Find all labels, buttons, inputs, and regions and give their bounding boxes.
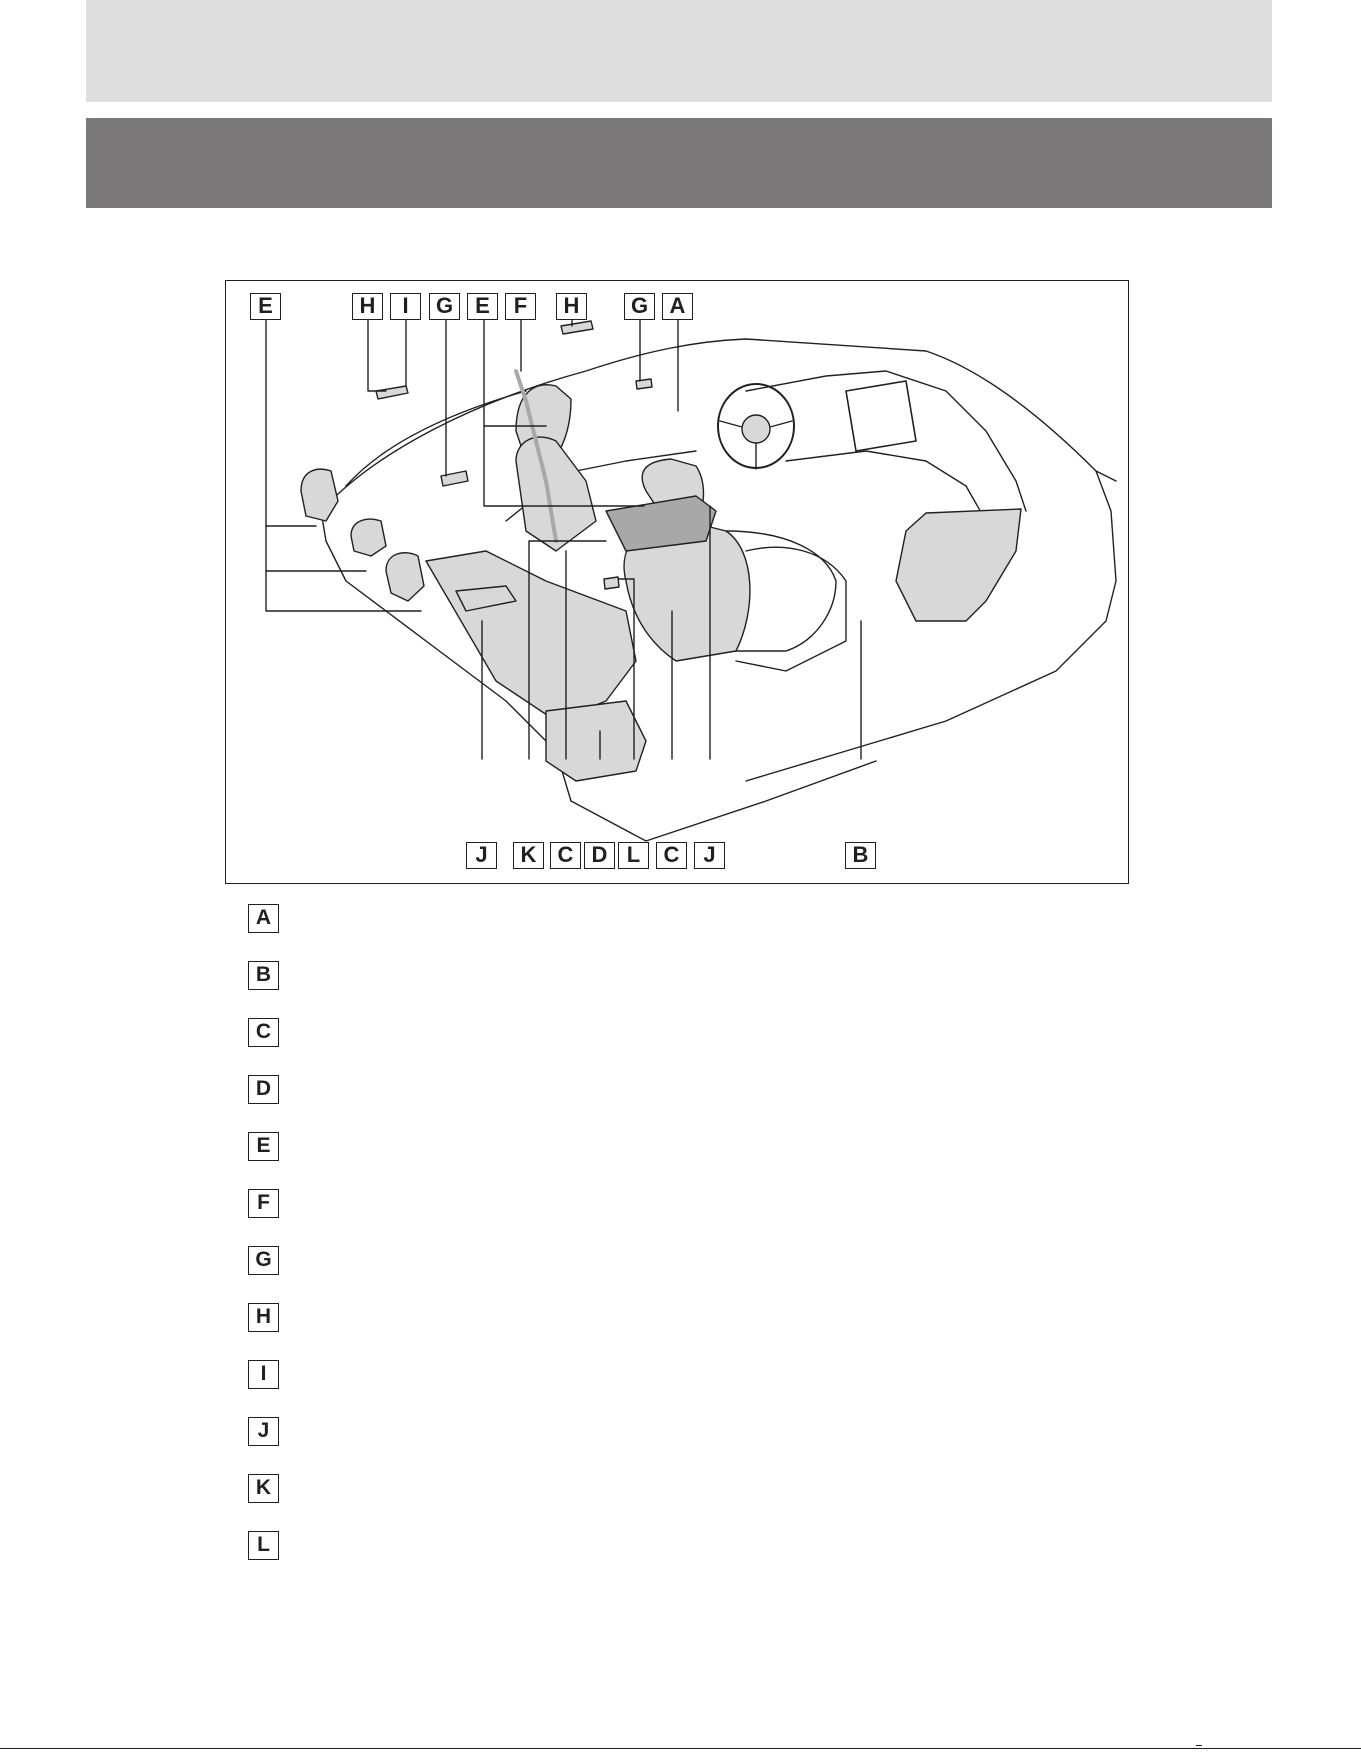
- leader-h1: [368, 309, 386, 391]
- legend-item-l: [248, 1531, 1108, 1588]
- front-floor-mat: [896, 509, 1021, 621]
- legend-letter-k: K: [248, 1474, 279, 1503]
- grab-handle-rear: [376, 386, 408, 399]
- legend-letter-l: L: [248, 1531, 279, 1560]
- legend-item-h: [248, 1303, 1108, 1360]
- figure-label-e-1: E: [250, 293, 281, 320]
- figure-label-c-1: C: [550, 842, 581, 869]
- legend-item-c: [248, 1018, 1108, 1075]
- footer-tick: [1196, 1745, 1202, 1746]
- legend-letter-i: I: [248, 1360, 279, 1389]
- legend-letter-j: J: [248, 1417, 279, 1446]
- legend-letter-g: G: [248, 1246, 279, 1275]
- figure-label-d: D: [584, 842, 615, 869]
- dashboard-outline: [746, 371, 1026, 511]
- legend-item-b: [248, 961, 1108, 1018]
- legend-letter-b: B: [248, 961, 279, 990]
- rear-headrest-right: [386, 553, 424, 601]
- rear-seat-back: [426, 551, 636, 721]
- legend-item-a: [248, 904, 1108, 961]
- rear-seat-cushion: [546, 701, 646, 781]
- rear-headrest-left: [301, 469, 338, 521]
- legend-list: [248, 904, 1108, 1588]
- legend-letter-d: D: [248, 1075, 279, 1104]
- figure-label-i: I: [390, 293, 421, 320]
- grab-handle-front: [561, 321, 593, 334]
- figure-label-g-1: G: [429, 293, 460, 320]
- footer-rule: [0, 1748, 1361, 1749]
- figure-label-j-2: J: [694, 842, 725, 869]
- legend-letter-e: E: [248, 1132, 279, 1161]
- figure-label-e-2: E: [467, 293, 498, 320]
- display-screen: [846, 381, 916, 451]
- car-interior-illustration: [226, 281, 1128, 883]
- header-band-light: [86, 0, 1272, 102]
- rear-headrest-mid: [351, 519, 386, 556]
- figure-label-l: L: [618, 842, 649, 869]
- figure-label-j-1: J: [466, 842, 497, 869]
- right-front-seat: [736, 547, 846, 671]
- legend-letter-h: H: [248, 1303, 279, 1332]
- legend-item-e: [248, 1132, 1108, 1189]
- window-switch-front: [636, 379, 652, 389]
- figure-label-g-2: G: [624, 293, 655, 320]
- legend-item-i: [248, 1360, 1108, 1417]
- figure-label-c-2: C: [656, 842, 687, 869]
- figure-label-h-1: H: [352, 293, 383, 320]
- figure-label-b: B: [845, 842, 876, 869]
- legend-letter-c: C: [248, 1018, 279, 1047]
- seat-pocket: [604, 577, 619, 589]
- figure-label-h-2: H: [556, 293, 587, 320]
- legend-item-d: [248, 1075, 1108, 1132]
- figure-label-k: K: [513, 842, 544, 869]
- rear-window: [346, 391, 526, 486]
- figure-label-f: F: [505, 293, 536, 320]
- interior-diagram: [225, 280, 1129, 884]
- legend-letter-a: A: [248, 904, 279, 933]
- window-switch-rear: [441, 471, 468, 486]
- steering-hub: [742, 415, 770, 443]
- legend-item-g: [248, 1246, 1108, 1303]
- legend-item-k: [248, 1474, 1108, 1531]
- legend-item-f: [248, 1189, 1108, 1246]
- legend-item-j: [248, 1417, 1108, 1474]
- header-band-dark: [86, 118, 1272, 208]
- figure-label-a: A: [662, 293, 693, 320]
- legend-letter-f: F: [248, 1189, 279, 1218]
